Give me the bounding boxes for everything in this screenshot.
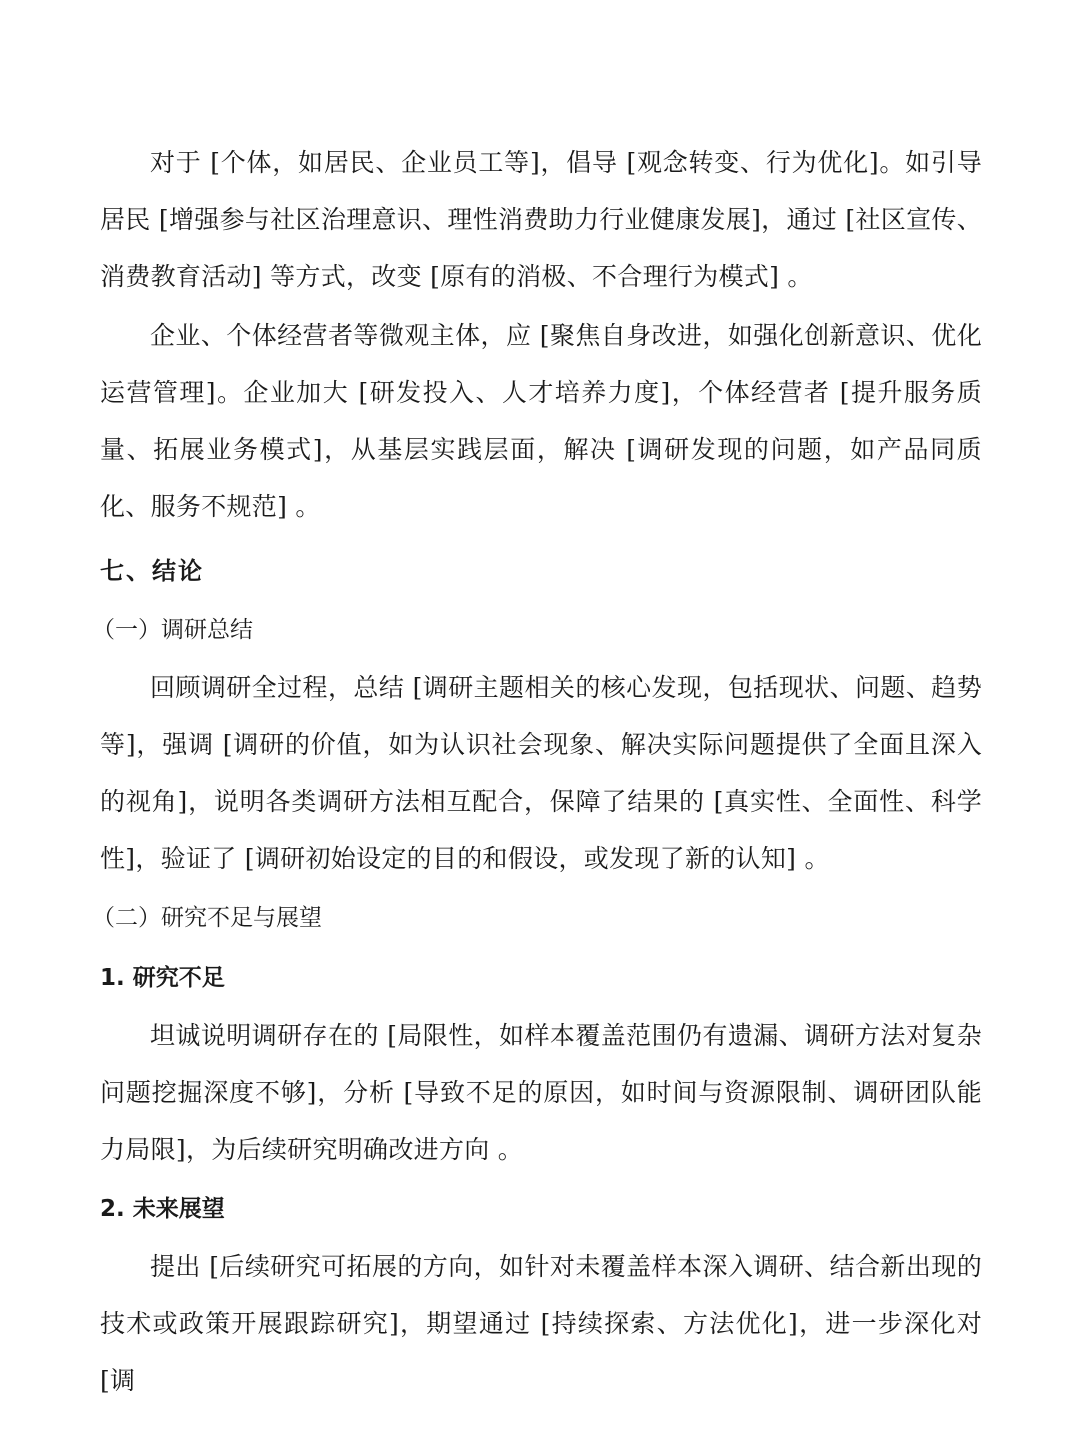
section-heading-conclusion: 七、结论 [100,557,204,585]
body-paragraph-enterprises: 企业、个体经营者等微观主体，应 [聚焦自身改进，如强化创新意识、优化运营管理]。企业加大 [研发投入、人才培养力度]，个体经营者 [提升服务质量、拓展业务模式]，从基层实践层面，解决 [调研发现的问题，如产品同质化、服务不规范] 。 [100,321,982,521]
subsection-heading-summary: （一）调研总结 [92,617,253,643]
item-heading-limitations: 1. 研究不足 [100,965,225,991]
body-paragraph-summary: 回顾调研全过程，总结 [调研主题相关的核心发现，包括现状、问题、趋势等]，强调 [调研的价值，如为认识社会现象、解决实际问题提供了全面且深入的视角]，说明各类调研方法相互配合，保障了结果的 [真实性、全面性、科学性]，验证了 [调研初始设定的目的和假设，或发现了新的认知] 。 [100,673,982,873]
body-paragraph-outlook: 提出 [后续研究可拓展的方向，如针对未覆盖样本深入调研、结合新出现的技术或政策开展跟踪研究]，期望通过 [持续探索、方法优化]，进一步深化对 [调 [100,1252,982,1395]
body-paragraph-limitations: 坦诚说明调研存在的 [局限性，如样本覆盖范围仍有遗漏、调研方法对复杂问题挖掘深度不够]，分析 [导致不足的原因，如时间与资源限制、调研团队能力局限]，为后续研究明确改进方向 。 [100,1021,982,1164]
body-paragraph-individuals: 对于 [个体，如居民、企业员工等]，倡导 [观念转变、行为优化]。如引导居民 [增强参与社区治理意识、理性消费助力行业健康发展]，通过 [社区宣传、消费教育活动] 等方式，改变 [原有的消极、不合理行为模式] 。 [100,148,982,291]
subsection-heading-limitations-outlook: （二）研究不足与展望 [92,905,322,931]
document-page [92,134,982,1411]
item-heading-outlook: 2. 未来展望 [100,1196,225,1222]
